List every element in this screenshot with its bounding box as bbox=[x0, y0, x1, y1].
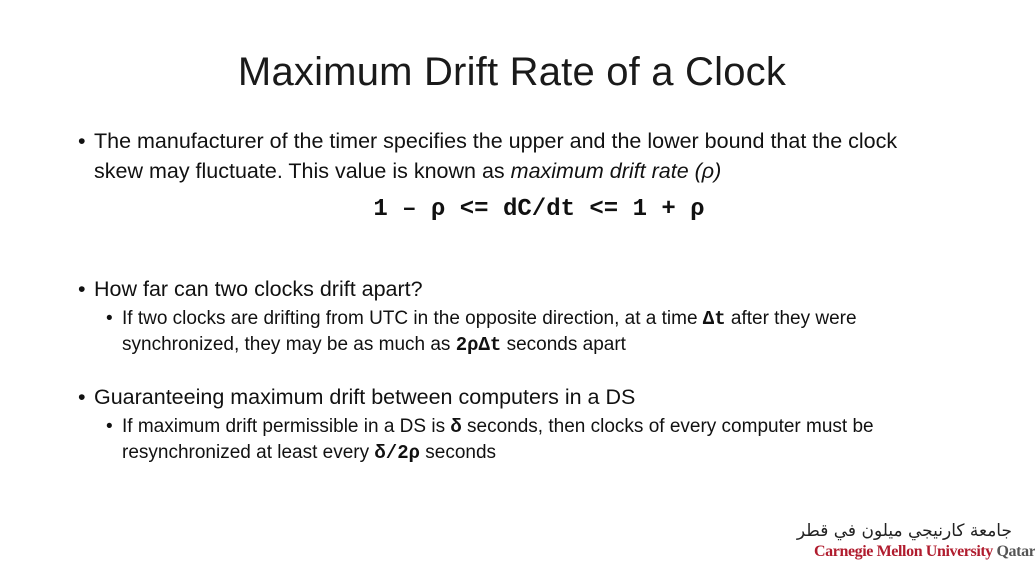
bullet-text: The manufacturer of the timer specifies the upper and the lower bound that the clock skew may fluctuate. This value is known as bbox=[94, 129, 898, 183]
logo-university-name: Carnegie Mellon University bbox=[814, 543, 993, 560]
logo-location: Qatar bbox=[996, 543, 1035, 560]
delta-over-two-rho-code: δ/2ρ bbox=[374, 442, 421, 464]
sub-text: seconds apart bbox=[501, 334, 626, 355]
sub-text: after they were synchronized, they may be as much as bbox=[122, 308, 857, 355]
sub-text: seconds bbox=[420, 442, 497, 463]
sub-text: If two clocks are drifting from UTC in the opposite direction, at a time bbox=[122, 308, 703, 329]
sub-bullet-resynchronize bbox=[106, 414, 938, 466]
drift-formula: 1 – ρ <= dC/dt <= 1 + ρ bbox=[373, 196, 705, 223]
slide-content bbox=[78, 126, 938, 466]
bullet-guaranteeing-drift: • Guaranteeing maximum drift between computers in a DS bbox=[78, 382, 938, 412]
bullet-drift-rate-definition bbox=[78, 126, 938, 186]
bullet-emphasis: maximum drift rate (ρ) bbox=[510, 159, 722, 183]
slide-title: Maximum Drift Rate of a Clock bbox=[237, 50, 787, 94]
delta-code: δ bbox=[450, 416, 462, 438]
two-rho-delta-t-code: 2ρΔt bbox=[455, 334, 502, 356]
sub-text: seconds, then clocks of every computer must be resynchronized at least every bbox=[122, 416, 874, 463]
bullet-drift-apart: • How far can two clocks drift apart? bbox=[78, 274, 938, 304]
sub-bullet-opposite-direction bbox=[106, 306, 938, 358]
cmu-qatar-logo bbox=[796, 520, 1035, 568]
logo-arabic-text: جامعة كارنيجي ميلون في قطر bbox=[796, 521, 1012, 541]
logo-english-text bbox=[814, 542, 1035, 562]
delta-t-code: Δt bbox=[702, 308, 726, 330]
sub-text: If maximum drift permissible in a DS is bbox=[122, 416, 451, 437]
